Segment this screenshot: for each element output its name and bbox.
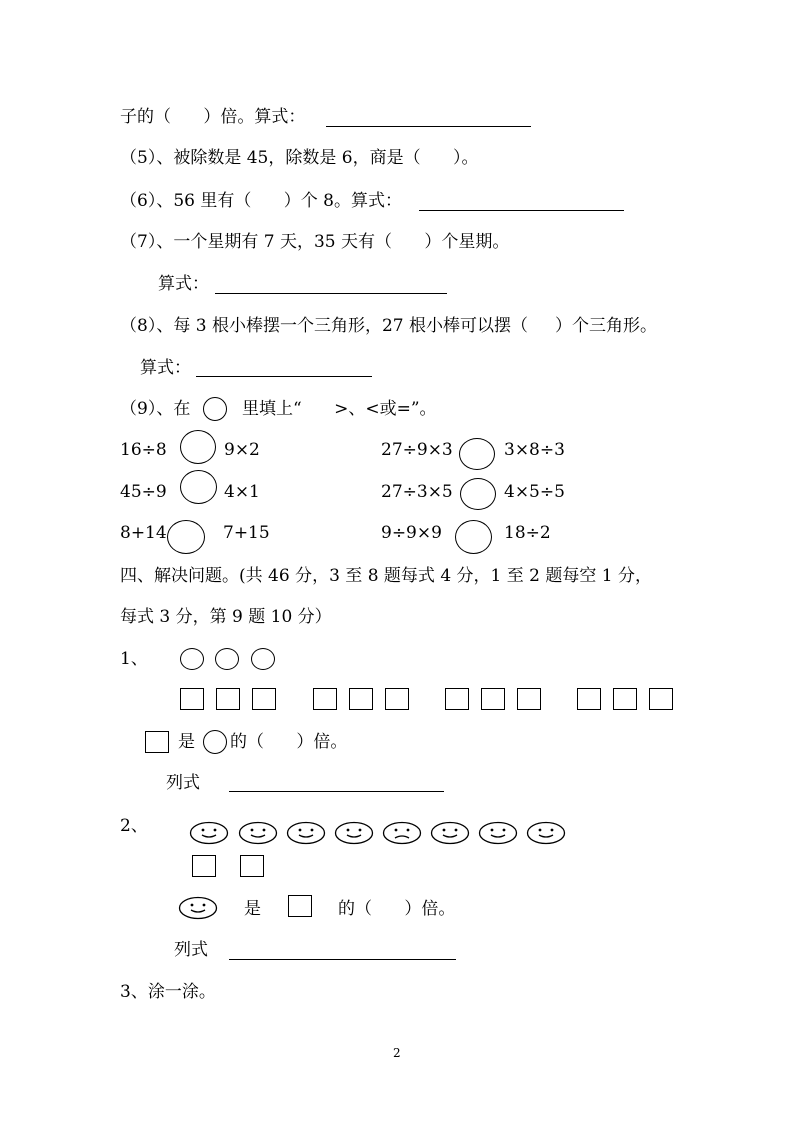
circle-icon xyxy=(251,648,275,670)
expression: 16÷8 xyxy=(120,440,167,460)
compare-circle[interactable] xyxy=(460,478,496,510)
problem-3: 3、涂一涂。 xyxy=(120,982,216,1002)
question-6: （6）、56 里有（ ）个 8。算式： xyxy=(120,191,402,211)
compare-circle[interactable] xyxy=(167,520,205,554)
formula-label: 列式 xyxy=(174,940,208,960)
frown-icon xyxy=(382,821,422,845)
compare-circle[interactable] xyxy=(180,430,216,464)
square-icon xyxy=(180,688,204,710)
expression: 27÷9×3 xyxy=(381,440,453,460)
answer-blank[interactable] xyxy=(215,293,447,294)
square-icon xyxy=(145,731,169,753)
square-icon xyxy=(649,688,673,710)
question-7: （7）、一个星期有 7 天，35 天有（ ）个星期。 xyxy=(120,232,510,252)
expression: 9×2 xyxy=(224,440,260,460)
smiley-icon xyxy=(526,821,566,845)
square-icon xyxy=(349,688,373,710)
compare-circle[interactable] xyxy=(180,470,217,504)
square-icon xyxy=(613,688,637,710)
answer-blank[interactable] xyxy=(419,210,624,211)
answer-blank[interactable] xyxy=(229,791,444,792)
of-label: 的（ ）倍。 xyxy=(338,899,456,919)
answer-blank[interactable] xyxy=(326,126,531,127)
formula-label: 列式 xyxy=(166,773,200,793)
smiley-icon xyxy=(430,821,470,845)
square-icon xyxy=(313,688,337,710)
smiley-icon xyxy=(178,896,218,920)
question-8: （8）、每 3 根小棒摆一个三角形，27 根小棒可以摆（ ）个三角形。 xyxy=(120,316,657,336)
expression: 8+14 xyxy=(120,523,167,543)
square-icon xyxy=(252,688,276,710)
square-icon xyxy=(240,855,264,877)
square-icon xyxy=(517,688,541,710)
question-5: （5）、被除数是 45，除数是 6，商是（ ）。 xyxy=(120,148,479,168)
square-icon xyxy=(445,688,469,710)
is-label: 是 xyxy=(178,732,195,752)
smiley-icon xyxy=(334,821,374,845)
expression: 18÷2 xyxy=(504,523,551,543)
compare-circle[interactable] xyxy=(459,438,495,470)
formula-label: 算式： xyxy=(140,358,191,378)
smiley-icon xyxy=(478,821,518,845)
expression: 27÷3×5 xyxy=(381,482,453,502)
circle-icon xyxy=(203,730,227,754)
square-icon xyxy=(288,895,312,917)
question-9: （9）、在 xyxy=(120,399,191,419)
section-title-cont: 每式 3 分，第 9 题 10 分） xyxy=(120,607,332,627)
formula-label: 算式： xyxy=(158,274,209,294)
square-icon xyxy=(577,688,601,710)
square-icon xyxy=(481,688,505,710)
expression: 4×5÷5 xyxy=(504,482,565,502)
expression: 9÷9×9 xyxy=(381,523,442,543)
problem-number: 1、 xyxy=(120,649,148,669)
question-9-text: 里填上“ >、<或=”。 xyxy=(242,399,437,419)
line-fragment: 子的（ ）倍。算式： xyxy=(120,107,306,127)
square-icon xyxy=(216,688,240,710)
page-number: 2 xyxy=(393,1046,401,1060)
problem-number: 2、 xyxy=(120,816,148,836)
compare-circle[interactable] xyxy=(455,520,492,554)
circle-icon xyxy=(215,648,239,670)
expression: 45÷9 xyxy=(120,482,167,502)
answer-blank[interactable] xyxy=(229,959,456,960)
smiley-icon xyxy=(238,821,278,845)
circle-icon xyxy=(180,648,204,670)
smiley-icon xyxy=(189,821,229,845)
circle-icon xyxy=(203,397,227,421)
expression: 7+15 xyxy=(223,523,270,543)
square-icon xyxy=(385,688,409,710)
is-label: 是 xyxy=(244,899,261,919)
section-title: 四、解决问题。(共 46 分，3 至 8 题每式 4 分，1 至 2 题每空 1 分， xyxy=(120,566,653,586)
expression: 4×1 xyxy=(224,482,260,502)
smiley-icon xyxy=(286,821,326,845)
square-icon xyxy=(192,855,216,877)
answer-blank[interactable] xyxy=(196,376,372,377)
of-label: 的（ ）倍。 xyxy=(230,732,348,752)
expression: 3×8÷3 xyxy=(504,440,565,460)
